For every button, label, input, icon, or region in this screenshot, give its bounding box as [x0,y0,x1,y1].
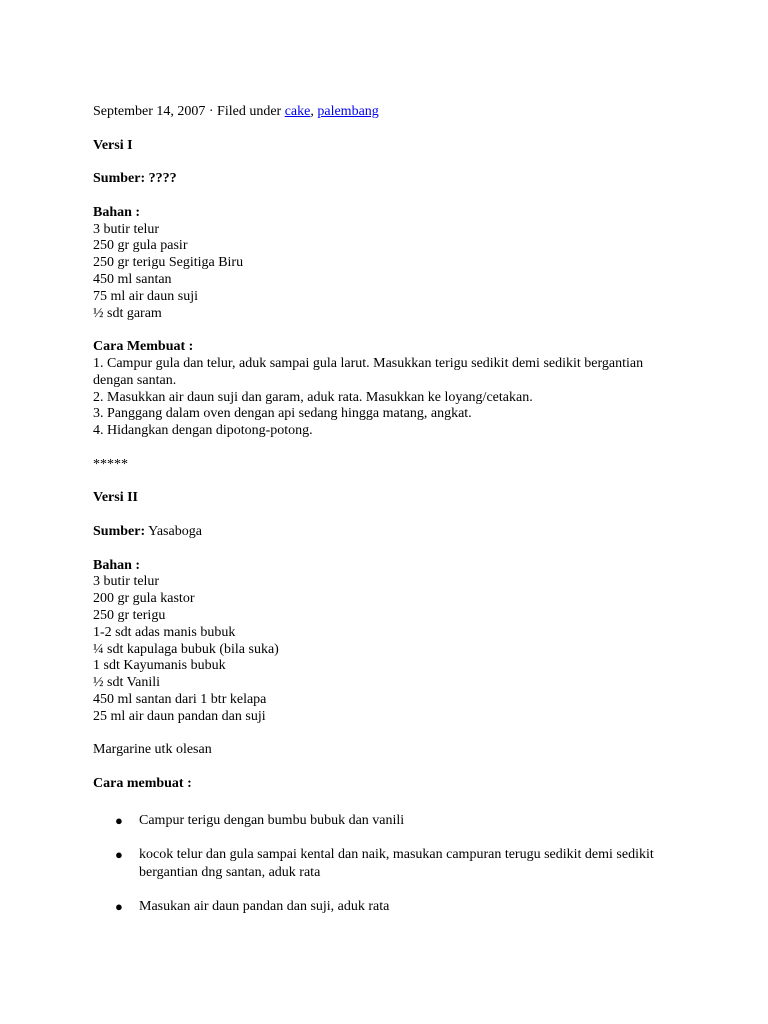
ingredient-item: 3 butir telur [93,221,160,237]
source-value: ???? [145,171,177,187]
version-1-ingredient-list [93,222,653,323]
ingredient-item: ¼ sdt kapulaga bubuk (bila suka) [93,641,279,657]
ingredient-item: 450 ml santan [93,271,172,287]
ingredient-item: 250 gr terigu Segitiga Biru [93,255,244,271]
ingredient-item: 75 ml air daun suji [93,288,198,304]
bullet-icon: ● [115,899,123,915]
ingredient-item: 200 gr gula kastor [93,591,195,607]
version-1-title: Versi I [93,137,133,153]
section-separator: ***** [93,456,128,472]
tag-link-palembang[interactable]: palembang [317,104,379,119]
version-2-ingredient-list [93,574,653,725]
source-label: Sumber: [93,523,146,539]
ingredient-item: 3 butir telur [93,574,160,590]
method-step: 4. Hidangkan dengan dipotong-potong. [93,423,313,439]
ingredient-item: ½ sdt Vanili [93,675,161,691]
method-step: 1. Campur gula dan telur, aduk sampai gula larut. Masukkan terigu sedikit demi sedikit bergantian dengan santan. [93,355,644,388]
version-1-source [93,171,653,188]
version-2-ingredients-heading: Bahan : [93,557,141,573]
ingredient-item: 25 ml air daun pandan dan suji [93,708,266,724]
method-step: 2. Masukkan air daun suji dan garam, aduk rata. Masukkan ke loyang/cetakan. [93,389,533,405]
bullet-icon: ● [115,812,123,828]
post-date: September 14, 2007 [93,104,206,119]
ingredient-item: 450 ml santan dari 1 btr kelapa [93,691,267,707]
method-step: Masukan air daun pandan dan suji, aduk rata [139,899,390,915]
filed-under-label: · Filed under [205,104,285,119]
tag-separator: , [310,104,318,119]
version-2-title: Versi II [93,490,138,506]
list-item [93,812,659,830]
version-1-ingredients-heading: Bahan : [93,204,141,220]
tag-link-cake[interactable]: cake [284,104,311,119]
ingredient-item: 250 gr terigu [93,607,166,623]
list-item [93,898,659,916]
ingredient-item: 1-2 sdt adas manis bubuk [93,624,236,640]
margarine-note: Margarine utk olesan [93,742,212,758]
post-meta [93,104,653,121]
version-1-method-heading: Cara Membuat : [93,339,194,355]
method-step: 3. Panggang dalam oven dengan api sedang hingga matang, angkat. [93,406,472,422]
version-2-source [93,524,653,541]
version-2-step-list [93,812,653,916]
ingredient-item: ½ sdt garam [93,305,162,321]
source-label: Sumber: [93,171,146,187]
method-step: Campur terigu dengan bumbu bubuk dan vanili [139,812,405,828]
version-1-step-list [93,356,653,440]
version-2-method-heading: Cara membuat : [93,775,192,791]
method-step: kocok telur dan gula sampai kental dan naik, masukan campuran terugu sedikit demi sedikit bergantian dng santan, aduk rata [139,847,654,880]
source-value: Yasaboga [145,523,202,539]
ingredient-item: 250 gr gula pasir [93,238,188,254]
list-item [93,846,659,881]
recipe-document [93,104,653,933]
bullet-icon: ● [115,847,123,863]
ingredient-item: 1 sdt Kayumanis bubuk [93,658,226,674]
